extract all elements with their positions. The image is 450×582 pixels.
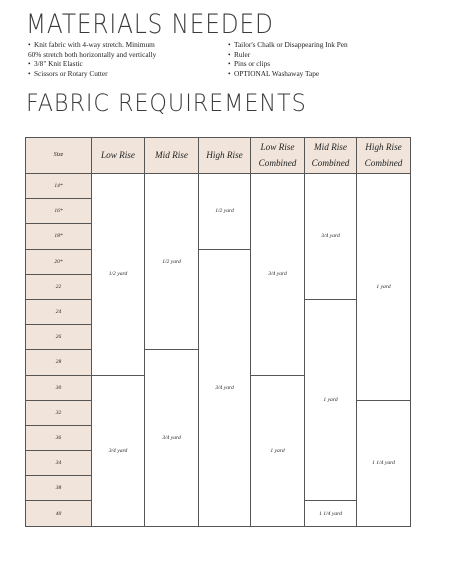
mid-rise-combined-cell: 1 yard (305, 299, 357, 501)
high-rise-cell: 1/2 yard (199, 174, 251, 250)
size-cell: 36 (26, 425, 92, 450)
material-item: • 3/8" Knit Elastic (28, 59, 156, 69)
materials-list-right (228, 40, 348, 79)
size-cell: 18* (26, 224, 92, 249)
mid-rise-combined-cell: 3/4 yard (305, 174, 357, 300)
high-rise-combined-cell: 1 yard (357, 174, 411, 401)
material-item: • Pins or clips (228, 59, 348, 69)
high-rise-cell: 3/4 yard (199, 249, 251, 526)
size-cell: 40 (26, 501, 92, 526)
mid-rise-combined-cell: 1 1/4 yard (305, 501, 357, 526)
size-cell: 38 (26, 476, 92, 501)
material-item: • Ruler (228, 50, 348, 60)
low-rise-cell: 3/4 yard (92, 375, 145, 526)
header-high-rise-combined: High Rise Combined (357, 138, 411, 174)
size-cell: 24 (26, 299, 92, 324)
material-item: • Knit fabric with 4-way stretch. Minimum (28, 40, 156, 50)
material-item: • OPTIONAL Washaway Tape (228, 69, 348, 79)
low-rise-cell: 1/2 yard (92, 174, 145, 376)
high-rise-combined-cell: 1 1/4 yard (357, 400, 411, 526)
header-size: Size (26, 138, 92, 174)
materials-list-left (28, 40, 156, 79)
fabric-requirements-table (25, 137, 411, 527)
material-item: • Tailor's Chalk or Disappearing Ink Pen (228, 40, 348, 50)
fabric-requirements-title: FABRIC REQUIREMENTS (26, 89, 307, 117)
size-cell: 26 (26, 325, 92, 350)
low-rise-combined-cell: 1 yard (251, 375, 305, 526)
material-item: • Scissors or Rotary Cutter (28, 69, 156, 79)
material-item-continuation: 60% stretch both horizontally and vertically (28, 49, 157, 59)
size-cell: 28 (26, 350, 92, 375)
mid-rise-cell: 1/2 yard (145, 174, 199, 350)
header-mid-rise-combined: Mid Rise Combined (305, 138, 357, 174)
size-cell: 22 (26, 274, 92, 299)
size-cell: 34 (26, 451, 92, 476)
size-cell: 30 (26, 375, 92, 400)
header-low-rise-combined: Low Rise Combined (251, 138, 305, 174)
materials-title: MATERIALS NEEDED (26, 9, 274, 40)
mid-rise-cell: 3/4 yard (145, 350, 199, 526)
size-cell: 16* (26, 199, 92, 224)
header-mid-rise: Mid Rise (145, 138, 199, 174)
header-low-rise: Low Rise (92, 138, 145, 174)
low-rise-combined-cell: 3/4 yard (251, 174, 305, 376)
size-cell: 20* (26, 249, 92, 274)
size-cell: 32 (26, 400, 92, 425)
size-cell: 14* (26, 174, 92, 199)
header-high-rise: High Rise (199, 138, 251, 174)
